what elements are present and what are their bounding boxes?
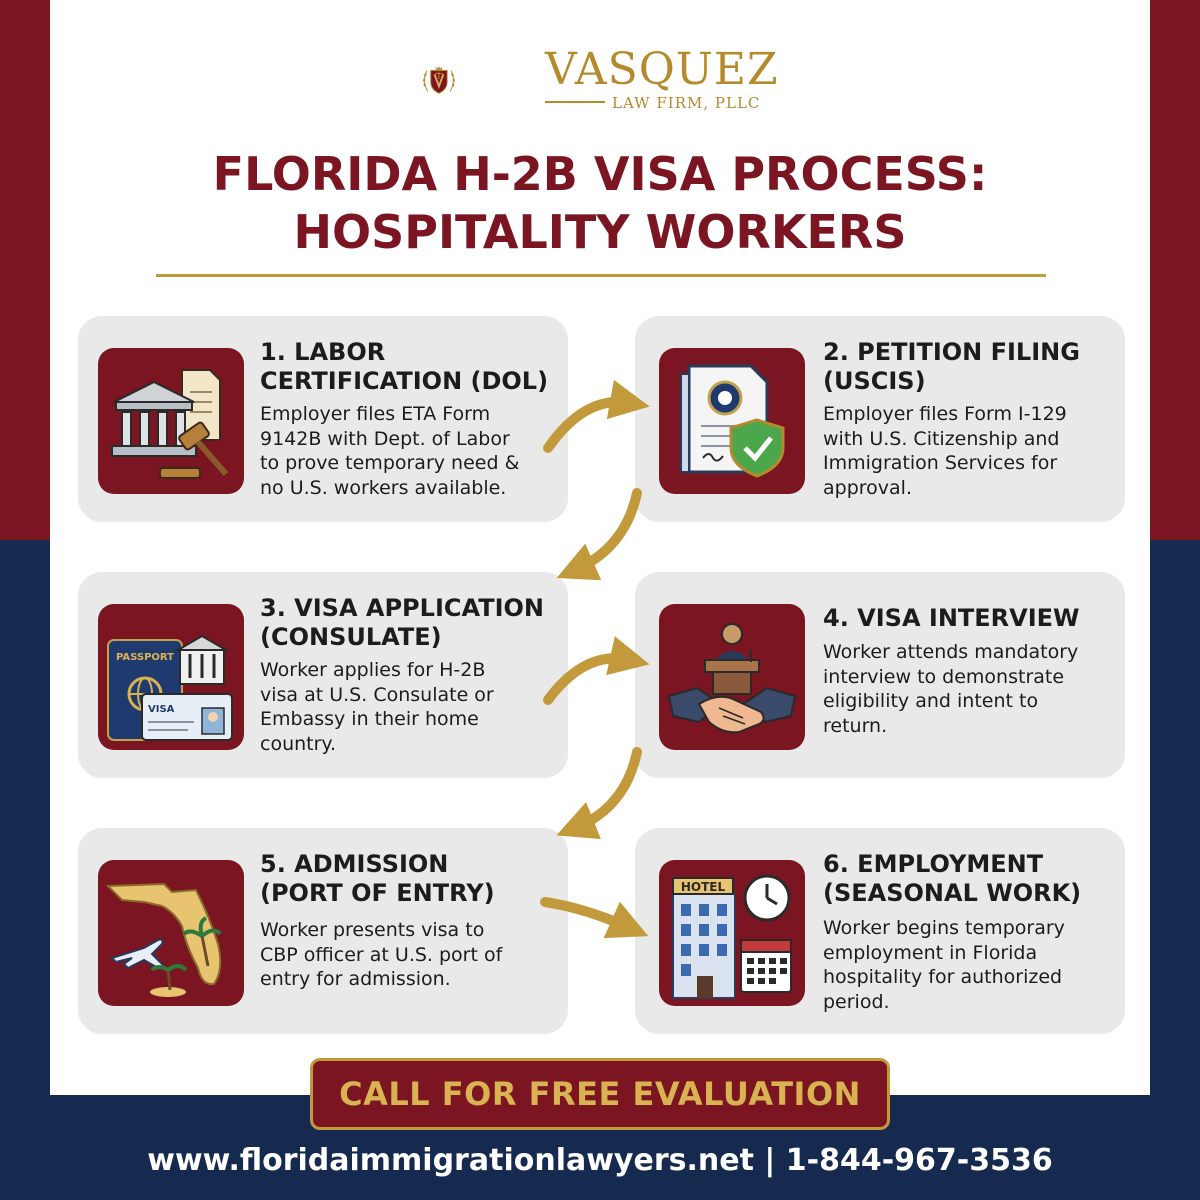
svg-text:VISA: VISA — [148, 704, 175, 715]
step-description-4: Worker attends mandatory interview to demonstrate eligibility and intent to return. — [823, 641, 1079, 737]
step-description-6: Worker begins temporary employment in Florida hospitality for authorized period. — [823, 917, 1065, 1013]
page-title-line-1: FLORIDA H-2B VISA PROCESS: — [212, 147, 988, 201]
hotel-clock-calendar-icon — [659, 860, 805, 1006]
title-divider — [156, 274, 1046, 277]
step-title-4: 4. VISA INTERVIEW — [823, 604, 1080, 632]
step-card-1 — [78, 316, 568, 522]
step-description-3: Worker applies for H-2B visa at U.S. Consulate or Embassy in their home country. — [260, 659, 494, 755]
step-description-2: Employer files Form I-129 with U.S. Citizenship and Immigration Services for approval. — [823, 403, 1067, 499]
step-description-5: Worker presents visa to CBP officer at U.S. port of entry for admission. — [260, 919, 503, 990]
footer-contact: www.floridaimmigrationlawyers.net | 1-844-967-3536 — [147, 1143, 1053, 1178]
svg-text:HOTEL: HOTEL — [680, 880, 726, 894]
step-card-2 — [635, 316, 1125, 522]
interview-handshake-icon — [659, 604, 805, 750]
page-title-line-2: HOSPITALITY WORKERS — [293, 205, 907, 259]
step-description-1: Employer files ETA Form 9142B with Dept. of Labor to prove temporary need & no U.S. workers available. — [260, 403, 520, 499]
vasquez-crest-icon — [420, 30, 540, 130]
courthouse-gavel-icon — [98, 348, 244, 494]
svg-text:PASSPORT: PASSPORT — [115, 652, 175, 663]
brand-rule — [545, 101, 605, 103]
step-title-5: 5. ADMISSION (PORT OF ENTRY) — [260, 850, 495, 907]
brand-subtitle: LAW FIRM, PLLC — [612, 94, 761, 112]
call-for-evaluation-button[interactable] — [310, 1058, 890, 1130]
step-card-4 — [635, 572, 1125, 778]
brand-name: VASQUEZ — [545, 44, 779, 95]
step-card-5 — [78, 828, 568, 1034]
step-title-1: 1. LABOR CERTIFICATION (DOL) — [260, 338, 549, 395]
passport-visa-icon — [98, 604, 244, 750]
step-title-2: 2. PETITION FILING (USCIS) — [823, 338, 1080, 395]
florida-airplane-icon — [98, 860, 244, 1006]
cta-label: CALL FOR FREE EVALUATION — [339, 1075, 861, 1113]
step-card-6 — [635, 828, 1125, 1034]
step-title-6: 6. EMPLOYMENT (SEASONAL WORK) — [823, 850, 1082, 907]
step-title-3: 3. VISA APPLICATION (CONSULATE) — [260, 594, 544, 651]
petition-document-shield-icon — [659, 348, 805, 494]
step-card-3 — [78, 572, 568, 778]
